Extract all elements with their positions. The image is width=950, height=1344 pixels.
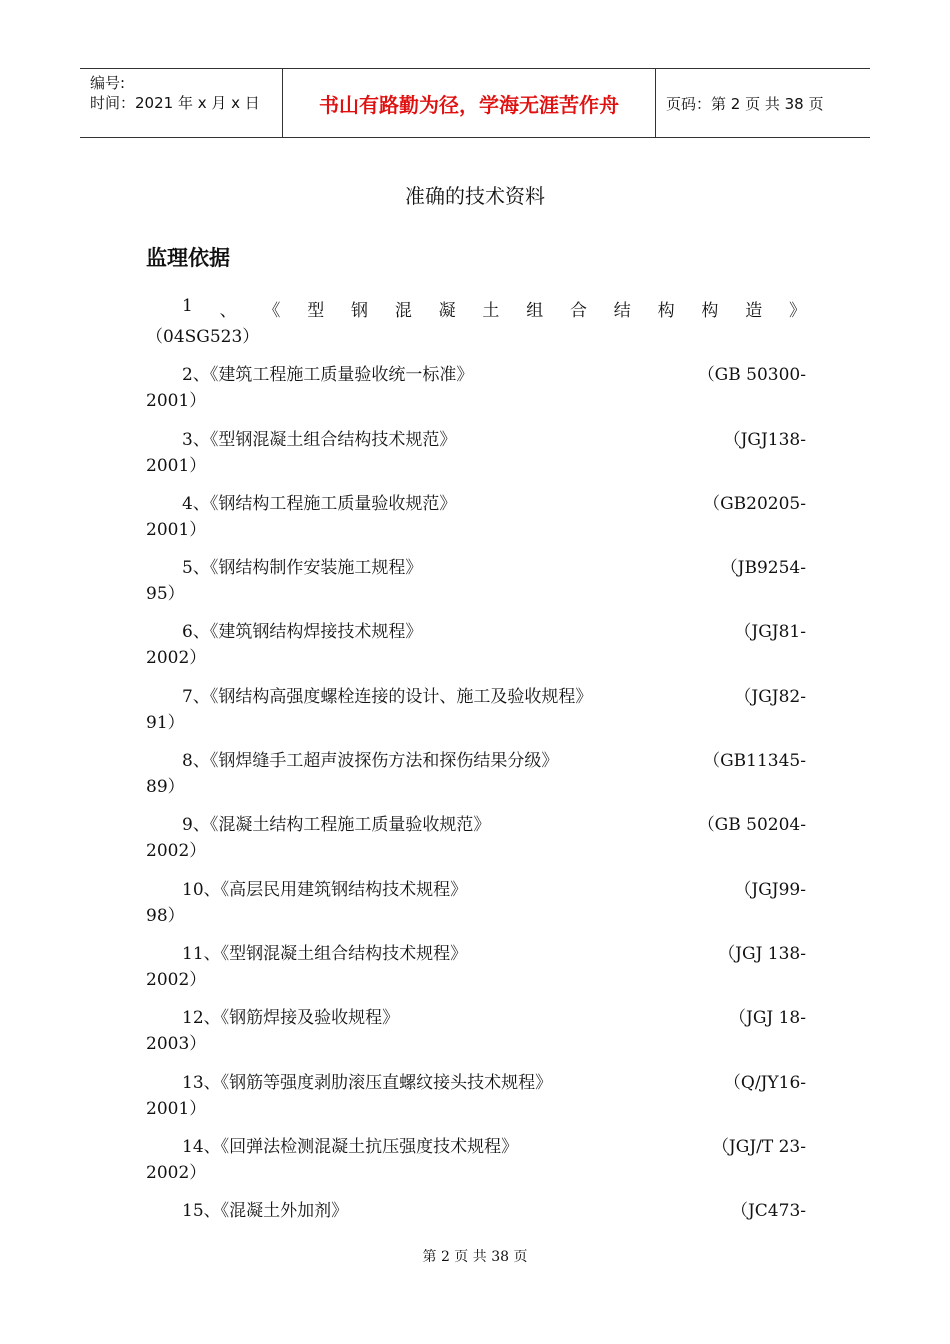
page-header <box>80 68 870 138</box>
reference-title <box>182 425 456 450</box>
reference-year: 2001） <box>146 455 207 476</box>
reference-title-char: 、 <box>219 301 237 321</box>
reference-code: （JGJ 18- <box>729 1008 806 1029</box>
reference-title <box>182 553 422 578</box>
reference-title-text: 《钢结构制作安装施工规程》 <box>209 558 423 579</box>
reference-code: （JC473- <box>730 1201 806 1222</box>
reference-title-char: 《 <box>263 301 281 321</box>
reference-title-text: 《钢焊缝手工超声波探伤方法和探伤结果分级》 <box>209 751 559 772</box>
section-heading: 监理依据 <box>146 246 230 270</box>
reference-title-char: 凝 <box>438 301 456 321</box>
reference-item <box>146 489 806 553</box>
reference-number: 5、 <box>182 558 210 579</box>
reference-title-spaced <box>182 296 806 320</box>
reference-year: 98） <box>146 905 185 926</box>
reference-title-char: 合 <box>570 301 587 321</box>
reference-title-char: 》 <box>788 301 806 321</box>
reference-item <box>146 1068 806 1132</box>
reference-code: （JGJ81- <box>734 622 806 643</box>
reference-line <box>182 553 806 577</box>
reference-line <box>182 746 806 770</box>
reference-year: 89） <box>146 777 185 798</box>
reference-title-char: 结 <box>613 301 631 321</box>
reference-title-char: 混 <box>394 301 412 321</box>
reference-code: （GB11345- <box>703 751 806 772</box>
reference-title-char: 造 <box>745 301 763 321</box>
reference-title <box>182 1003 399 1028</box>
reference-year: 2002） <box>146 841 207 862</box>
reference-title-text: 《型钢混凝土组合结构技术规范》 <box>209 429 457 450</box>
reference-line <box>182 1132 806 1156</box>
reference-code: （JGJ82- <box>734 686 806 707</box>
reference-code: （JGJ138- <box>723 429 806 450</box>
reference-title <box>182 810 490 835</box>
reference-code: （JGJ/T 23- <box>711 1136 806 1157</box>
reference-title-char: 土 <box>482 301 500 321</box>
reference-code: （Q/JY16- <box>723 1072 806 1093</box>
reference-title-text: 《钢结构工程施工质量验收规范》 <box>209 493 457 514</box>
reference-code: （JGJ 138- <box>718 943 806 964</box>
reference-number: 14、 <box>182 1136 221 1157</box>
header-meta <box>80 69 282 137</box>
reference-title-text: 《建筑钢结构焊接技术规程》 <box>209 622 423 643</box>
reference-title <box>182 1132 518 1157</box>
reference-line <box>182 1196 806 1220</box>
reference-title <box>182 489 456 514</box>
reference-title <box>182 360 473 385</box>
reference-code: （04SG523） <box>146 327 260 347</box>
reference-title <box>182 746 558 771</box>
reference-code: （JGJ99- <box>734 879 806 900</box>
reference-title-char: 构 <box>701 301 719 321</box>
reference-line <box>182 489 806 513</box>
reference-line <box>182 682 806 706</box>
document-title: 准确的技术资料 <box>405 184 545 208</box>
reference-number: 9、 <box>182 815 210 836</box>
reference-line <box>182 1068 806 1092</box>
header-motto: 书山有路勤为径，学海无涯苦作舟 <box>319 92 619 117</box>
reference-title-char: 钢 <box>351 301 369 321</box>
reference-number: 11、 <box>182 943 221 964</box>
reference-line <box>182 617 806 641</box>
reference-number: 4、 <box>182 493 210 514</box>
reference-title-text: 《钢筋等强度剥肋滚压直螺纹接头技术规程》 <box>220 1072 553 1093</box>
header-motto-cell <box>282 69 656 137</box>
reference-year: 95） <box>146 584 185 605</box>
reference-line <box>182 875 806 899</box>
reference-year: 2001） <box>146 391 207 412</box>
reference-item <box>146 1132 806 1196</box>
reference-year: 2002） <box>146 648 207 669</box>
reference-title-text: 《高层民用建筑钢结构技术规程》 <box>220 879 468 900</box>
reference-year: 2002） <box>146 969 207 990</box>
reference-line <box>182 425 806 449</box>
reference-title <box>182 617 422 642</box>
reference-number: 6、 <box>182 622 210 643</box>
reference-number: 15、 <box>182 1201 221 1222</box>
reference-number: 13、 <box>182 1072 221 1093</box>
reference-item <box>146 939 806 1003</box>
reference-line <box>182 939 806 963</box>
reference-number: 8、 <box>182 751 210 772</box>
reference-number: 2、 <box>182 365 210 386</box>
reference-code: （GB20205- <box>703 493 806 514</box>
reference-item <box>146 617 806 681</box>
reference-year: 2002） <box>146 1162 207 1183</box>
reference-year: 91） <box>146 712 185 733</box>
reference-title-text: 《型钢混凝土组合结构技术规程》 <box>220 943 468 964</box>
reference-item <box>146 682 806 746</box>
page-footer: 第 2 页 共 38 页 <box>422 1249 528 1265</box>
reference-title <box>182 1068 552 1093</box>
reference-title-text: 《回弹法检测混凝土抗压强度技术规程》 <box>220 1136 519 1157</box>
header-page-info: 页码：第 2 页 共 38 页 <box>666 94 824 113</box>
reference-title <box>182 939 467 964</box>
reference-item <box>146 425 806 489</box>
reference-line <box>182 360 806 384</box>
reference-item <box>146 810 806 874</box>
reference-year: 2001） <box>146 519 207 540</box>
reference-code: （JB9254- <box>720 558 806 579</box>
reference-item <box>146 875 806 939</box>
reference-item <box>146 296 806 360</box>
reference-year: 2001） <box>146 1098 207 1119</box>
reference-item <box>146 553 806 617</box>
reference-title-text: 《混凝土外加剂》 <box>220 1201 349 1222</box>
reference-number: 7、 <box>182 686 210 707</box>
reference-title-text: 《钢结构高强度螺栓连接的设计、施工及验收规程》 <box>209 686 593 707</box>
reference-number: 10、 <box>182 879 221 900</box>
reference-title <box>182 1196 348 1221</box>
reference-code: （GB 50300- <box>697 365 806 386</box>
reference-number: 3、 <box>182 429 210 450</box>
reference-title-text: 《建筑工程施工质量验收统一标准》 <box>209 365 474 386</box>
reference-item <box>146 360 806 424</box>
reference-line <box>182 810 806 834</box>
reference-title <box>182 682 592 707</box>
reference-title <box>182 875 467 900</box>
reference-code: （GB 50204- <box>697 815 806 836</box>
reference-title-char: 1 <box>182 296 193 316</box>
reference-item <box>146 746 806 810</box>
reference-item <box>146 1003 806 1067</box>
header-number-label: 编号: <box>90 74 126 92</box>
reference-title-char: 构 <box>657 301 675 321</box>
reference-title-char: 型 <box>307 301 325 321</box>
header-time-label: 时间：2021 年 x 月 x 日 <box>90 94 260 112</box>
reference-number: 12、 <box>182 1008 221 1029</box>
reference-title-text: 《钢筋焊接及验收规程》 <box>220 1008 400 1029</box>
reference-line <box>182 1003 806 1027</box>
reference-list <box>146 296 806 1260</box>
reference-title-char: 组 <box>526 301 544 321</box>
reference-year: 2003） <box>146 1034 207 1055</box>
reference-title-text: 《混凝土结构工程施工质量验收规范》 <box>209 815 491 836</box>
